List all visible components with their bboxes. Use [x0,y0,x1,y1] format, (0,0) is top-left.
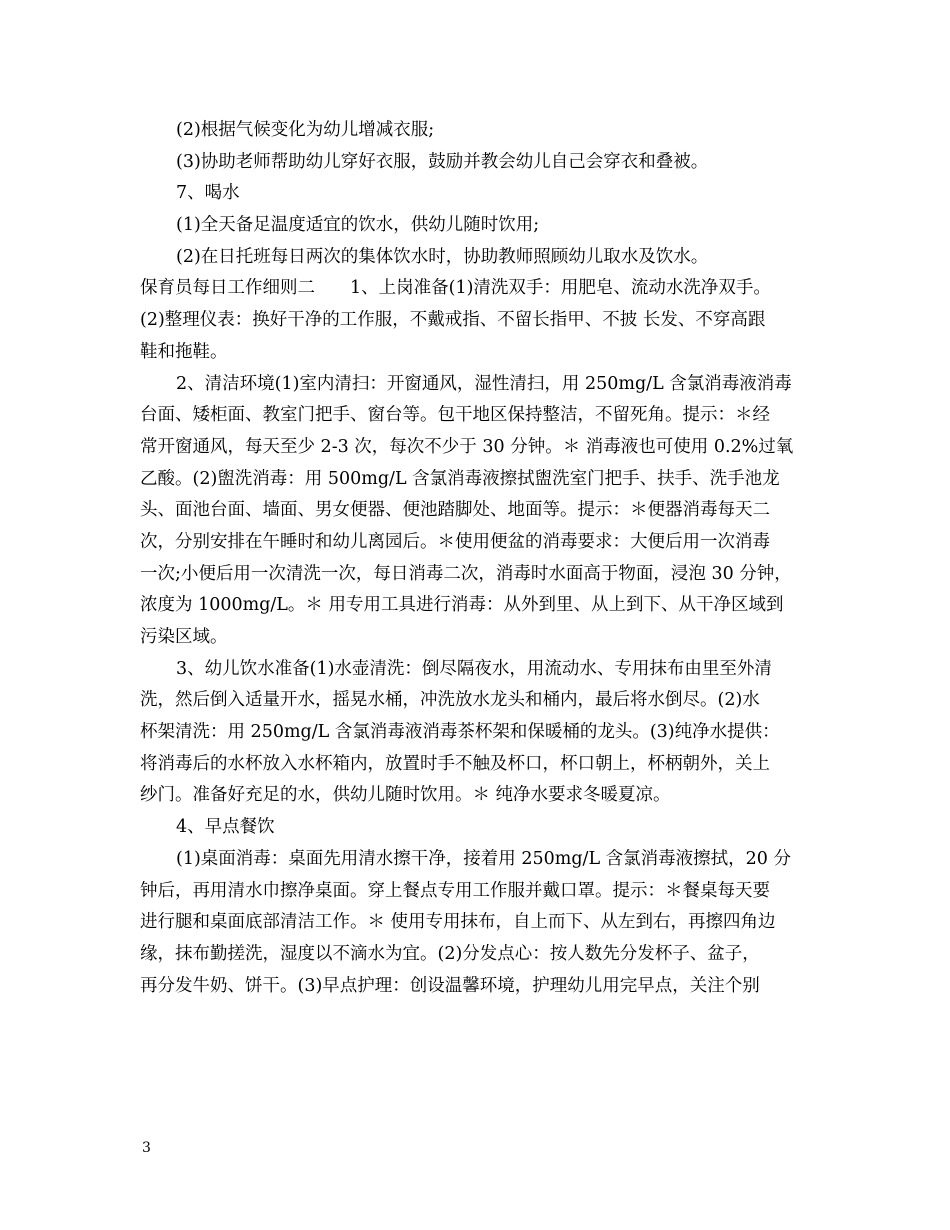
text-line: 污染区域。 [140,627,228,647]
body-text [140,115,825,1002]
text-line: 一次;小便后用一次清洗一次，每日消毒二次，消毒时水面高于物面，浸泡 30 分钟， [140,563,792,584]
page-number: 3 [142,1140,151,1156]
text-line: 保育员每日工作细则二 1、上岗准备(1)清洗双手：用肥皂、流动水洗净双手。 [140,278,771,299]
text-line: 3、幼儿饮水准备(1)水壶清洗：倒尽隔夜水，用流动水、专用抹布由里至外清 [176,658,772,679]
text-line: 进行腿和桌面底部清洁工作。＊ 使用专用抹布，自上而下、从左到右，再擦四角边 [140,912,776,933]
text-line: 台面、矮柜面、教室门把手、窗台等。包干地区保持整洁，不留死角。提示：＊经 [140,405,770,426]
text-line: 乙酸。(2)盥洗消毒：用 500mg/L 含氯消毒液擦拭盥洗室门把手、扶手、洗手池龙 [140,468,780,489]
text-line: 纱门。准备好充足的水，供幼儿随时饮用。＊ 纯净水要求冬暖夏凉。 [140,785,671,806]
text-line: 杯架清洗：用 250mg/L 含氯消毒液消毒茶杯架和保暖桶的龙头。(3)纯净水提供： [140,722,780,743]
section-heading: 4、早点餐饮 [176,817,275,838]
text-line: 次，分别安排在午睡时和幼儿离园后。＊使用便盆的消毒要求：大便后用一次消毒 [140,531,770,552]
section-heading: 7、喝水 [176,183,240,204]
text-line: (1)桌面消毒：桌面先用清水擦干净，接着用 250mg/L 含氯消毒液擦拭，20 分 [176,848,791,869]
text-line: 2、清洁环境(1)室内清扫：开窗通风，湿性清扫，用 250mg/L 含氯消毒液消毒 [176,373,792,394]
text-line: 再分发牛奶、饼干。(3)早点护理：创设温馨环境，护理幼儿用完早点，关注个别 [140,975,760,996]
text-line: 常开窗通风，每天至少 2-3 次，每次不少于 30 分钟。＊ 消毒液也可使用 0.2%过氧 [140,436,794,457]
text-line: (3)协助老师帮助幼儿穿好衣服，鼓励并教会幼儿自己会穿衣和叠被。 [176,151,709,172]
text-line: 将消毒后的水杯放入水杯箱内，放置时手不触及杯口，杯口朝上，杯柄朝外，关上 [140,753,770,774]
text-line: (1)全天备足温度适宜的饮水，供幼儿随时饮用; [176,215,540,236]
text-line: 浓度为 1000mg/L。＊ 用专用工具进行消毒：从外到里、从上到下、从干净区域到 [140,595,784,616]
text-line: 头、面池台面、墙面、男女便器、便池踏脚处、地面等。提示：＊便器消毒每天二 [140,500,770,521]
text-line: (2)整理仪表：换好干净的工作服，不戴戒指、不留长指甲、不披 长发、不穿高跟 [140,310,766,331]
text-line: 钟后，再用清水巾擦净桌面。穿上餐点专用工作服并戴口罩。提示：＊餐桌每天要 [140,880,770,901]
text-line: 洗，然后倒入适量开水，摇晃水桶，冲洗放水龙头和桶内，最后将水倒尽。(2)水 [140,690,760,711]
text-line: (2)在日托班每日两次的集体饮水时，协助教师照顾幼儿取水及饮水。 [176,246,709,267]
text-line: 缘，抹布勤搓洗，湿度以不滴水为宜。(2)分发点心：按人数先分发杯子、盆子， [140,943,760,964]
text-line: 鞋和拖鞋。 [140,341,228,362]
text-line: (2)根据气候变化为幼儿增减衣服; [176,120,435,140]
